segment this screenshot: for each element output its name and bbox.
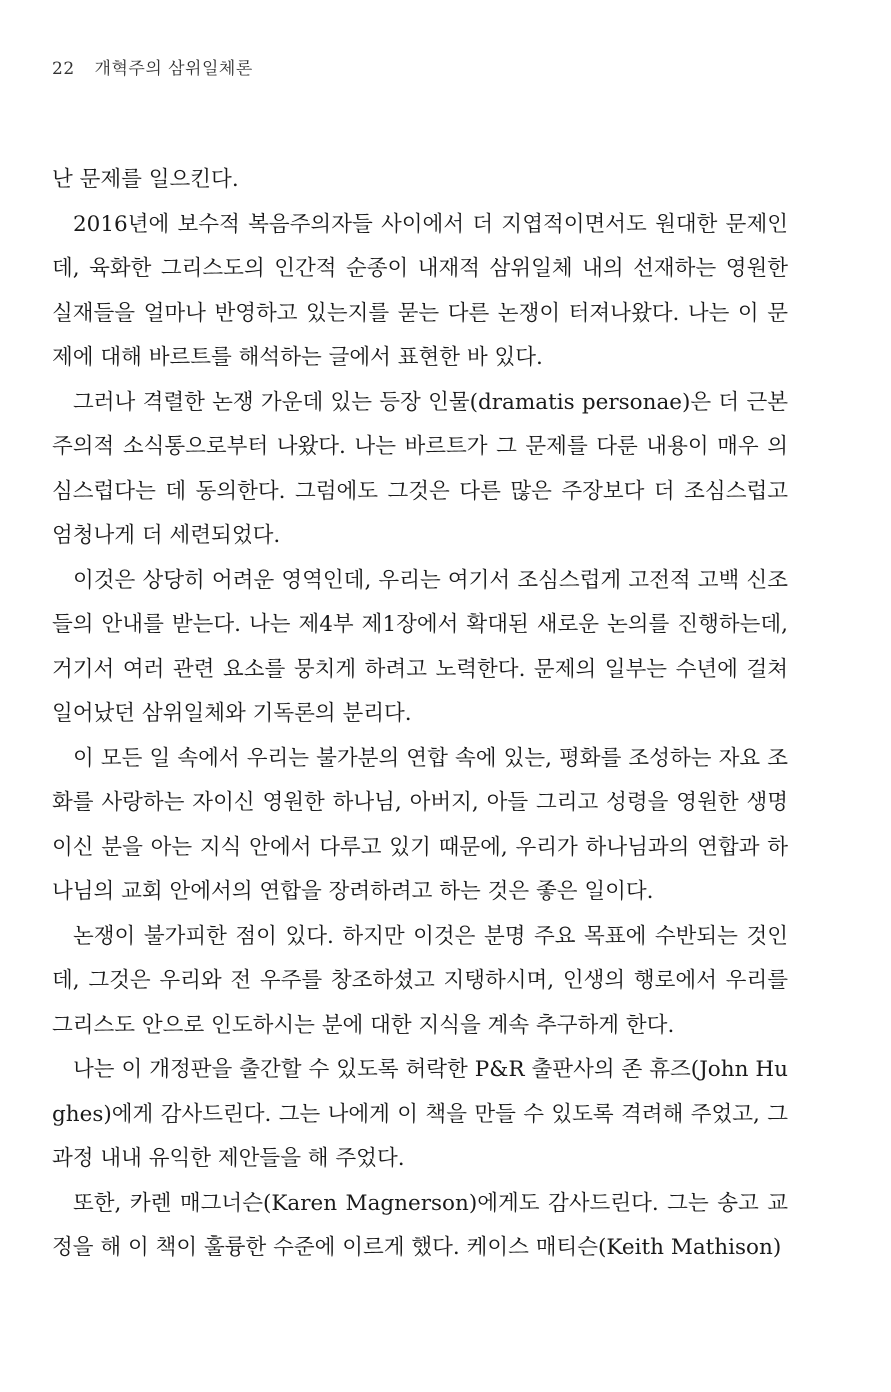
book-title: 개혁주의 삼위일체론 (94, 59, 253, 79)
paragraph: 또한, 카렌 매그너슨(Karen Magnerson)에게도 감사드린다. 그는 송고 교정을 해 이 책이 훌륭한 수준에 이르게 했다. 케이스 매티슨(Keith Mathison) (52, 1190, 788, 1260)
paragraph: 나는 이 개정판을 출간할 수 있도록 허락한 P&R 출판사의 존 휴즈(John Hughes)에게 감사드린다. 그는 나에게 이 책을 만들 수 있도록 격려해 주었고, 그 과정 내내 유익한 제안들을 해 주었다. (52, 1057, 788, 1171)
paragraph: 논쟁이 불가피한 점이 있다. 하지만 이것은 분명 주요 목표에 수반되는 것인데, 그것은 우리와 전 우주를 창조하셨고 지탱하시며, 인생의 행로에서 우리를 그리스도 안으로 인도하시는 분에 대한 지식을 계속 추구하게 한다. (52, 923, 788, 1038)
paragraph: 이 모든 일 속에서 우리는 불가분의 연합 속에 있는, 평화를 조성하는 자요 조화를 사랑하는 자이신 영원한 하나님, 아버지, 아들 그리고 성령을 영원한 생명이신 분을 아는 지식 안에서 다루고 있기 때문에, 우리가 하나님과의 연합과 하나님의 교회 안에서의 연합을 장려하려고 하는 것은 좋은 일이다. (52, 745, 788, 904)
paragraph: 이것은 상당히 어려운 영역인데, 우리는 여기서 조심스럽게 고전적 고백 신조들의 안내를 받는다. 나는 제4부 제1장에서 확대된 새로운 논의를 진행하는데, 거기서 여러 관련 요소를 뭉치게 하려고 노력한다. 문제의 일부는 수년에 걸쳐 일어났던 삼위일체와 기독론의 분리다. (52, 567, 788, 726)
paragraph: 2016년에 보수적 복음주의자들 사이에서 더 지엽적이면서도 원대한 문제인데, 육화한 그리스도의 인간적 순종이 내재적 삼위일체 내의 선재하는 영원한 실재들을 얼마나 반영하고 있는지를 묻는 다른 논쟁이 터져나왔다. 나는 이 문제에 대해 바르트를 해석하는 글에서 표현한 바 있다. (52, 211, 788, 370)
page-number: 22 (52, 59, 75, 79)
paragraph-continued: 난 문제를 일으킨다. (52, 167, 239, 192)
running-header (52, 54, 253, 79)
paragraph: 그러나 격렬한 논쟁 가운데 있는 등장 인물(dramatis personae)은 더 근본주의적 소식통으로부터 나왔다. 나는 바르트가 그 문제를 다룬 내용이 매우 의심스럽다는 데 동의한다. 그럼에도 그것은 다른 많은 주장보다 더 조심스럽고 엄청나게 더 세련되었다. (52, 389, 788, 548)
body-text (52, 158, 788, 1271)
